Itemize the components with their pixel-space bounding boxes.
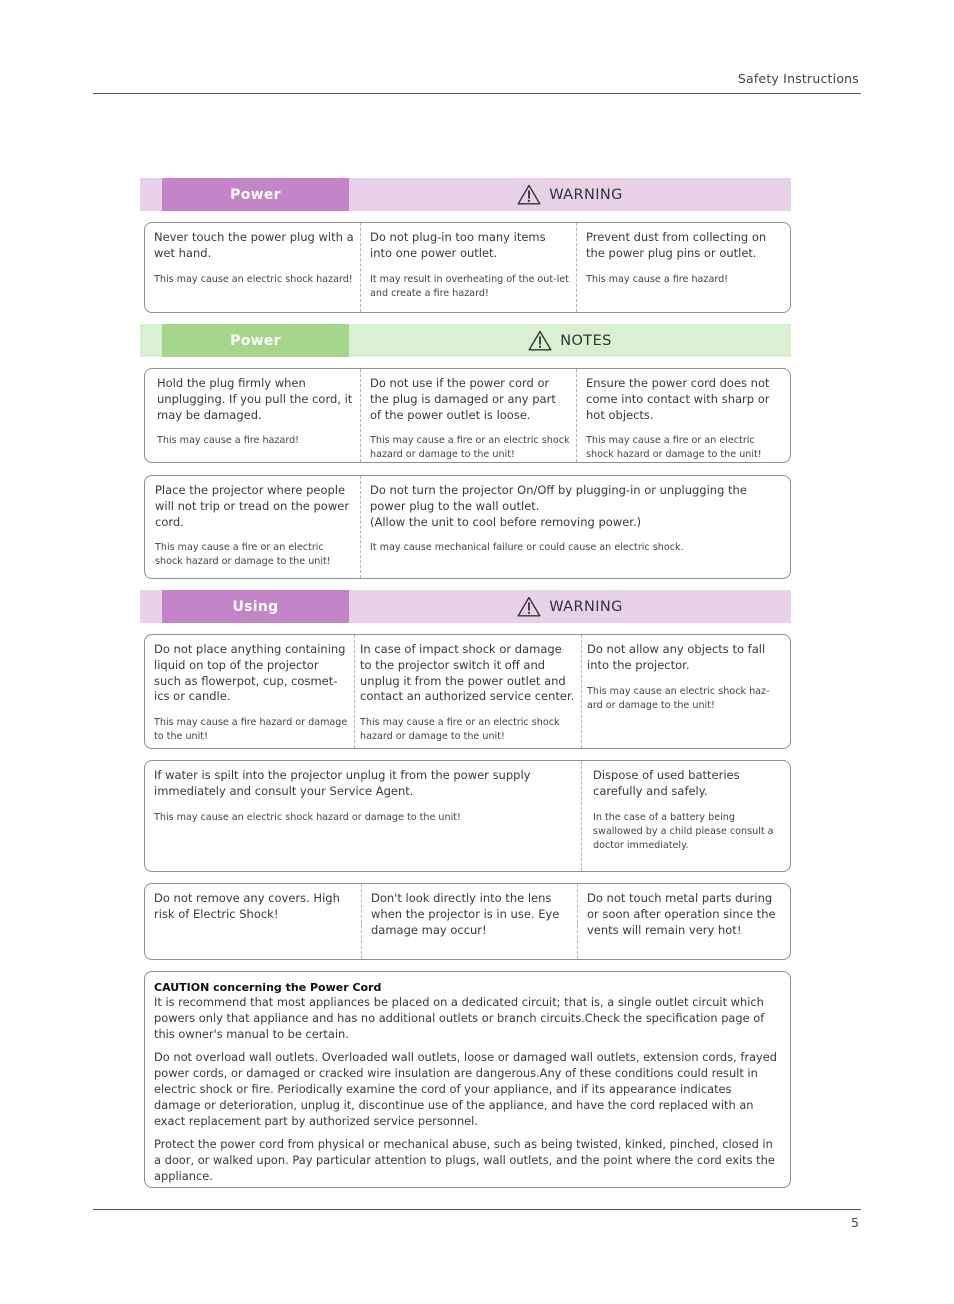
warning-consequence: This may cause an electric shock hazard!: [154, 273, 353, 285]
section-heading-label: WARNING: [549, 186, 623, 203]
section-heading-warning: [349, 178, 791, 211]
note-text-secondary: (Allow the unit to cool before removing power.): [370, 514, 642, 529]
section-band-using-warning: [140, 590, 791, 623]
note-text: Hold the plug firmly when unplugging. If you pull the cord, it may be damaged.: [157, 376, 353, 422]
note-item: [360, 369, 576, 462]
warning-text: Do not allow any objects to fall into the projector.: [587, 642, 766, 672]
warning-text: Never touch the power plug with a wet hand.: [154, 230, 354, 260]
note-consequence: This may cause a fire or an electric shock hazard or damage to the unit!: [370, 435, 570, 461]
warning-consequence: This may cause a fire or an electric shock hazard or damage to the unit!: [360, 717, 560, 743]
warning-triangle-icon: [517, 184, 541, 205]
section-tab-power: Power: [162, 324, 349, 357]
page-number: 5: [851, 1215, 859, 1230]
note-text: Ensure the power cord does not come into contact with sharp or hot objects.: [586, 376, 770, 422]
warning-item: [145, 761, 581, 871]
note-text: Do not use if the power cord or the plug is damaged or any part of the power outlet is loose.: [370, 376, 556, 422]
warning-text: Dispose of used batteries carefully and safely.: [593, 768, 740, 798]
using-warning-box-3: [144, 883, 791, 960]
caution-power-cord-box: [144, 971, 791, 1188]
warning-text: Do not touch metal parts during or soon after operation since the vents will remain very hot!: [587, 891, 776, 937]
note-consequence: It may cause mechanical failure or could cause an electric shock.: [370, 542, 684, 554]
power-notes-box-1: [144, 368, 791, 463]
warning-consequence: In the case of a battery being swallowed by a child please consult a doctor immediately.: [593, 811, 774, 851]
caution-paragraph: Do not overload wall outlets. Overloaded wall outlets, loose or damaged wall outlets, extension cords, frayed power cords, or damaged or cracked wire insulation are dangerous.Any of these conditions could result in electric shock or fire. Periodically examine the cord of your appliance, and if its appearance indicates damage or deterioration, unplug it, discontinue use of the appliance, and have the cord replaced with an exact replacement part by authorized service personnel.: [154, 1050, 777, 1128]
warning-text: Don't look directly into the lens when the projector is in use. Eye damage may occur!: [371, 891, 560, 937]
section-band-power-warning: [140, 178, 791, 211]
warning-item: [360, 223, 576, 312]
warning-text: Do not plug-in too many items into one power outlet.: [370, 230, 546, 260]
section-heading-label: NOTES: [560, 332, 612, 349]
section-heading-notes: [349, 324, 791, 357]
section-heading-label: WARNING: [549, 598, 623, 615]
warning-item: [145, 635, 354, 748]
caution-paragraph: It is recommend that most appliances be placed on a dedicated circuit; that is, a single outlet circuit which powers only that appliance and has no additional outlets or branch circuits.Check the specification page of this owner's manual to be certain.: [154, 995, 765, 1041]
warning-triangle-icon: [517, 596, 541, 617]
using-warning-box-1: [144, 634, 791, 749]
caution-paragraph: Protect the power cord from physical or mechanical abuse, such as being twisted, kinked, pinched, closed in a door, or walked upon. Pay particular attention to plugs, wall outlets, and the point where the cord exits the appliance.: [154, 1137, 775, 1183]
note-item: [145, 476, 360, 578]
warning-text: Prevent dust from collecting on the power plug pins or outlet.: [586, 230, 767, 260]
page-footer: [93, 1209, 861, 1230]
warning-triangle-icon: [528, 330, 552, 351]
section-tab-using: Using: [162, 590, 349, 623]
section-tab-power: Power: [162, 178, 349, 211]
warning-item: [577, 884, 790, 959]
note-text: Place the projector where people will not trip or tread on the power cord.: [155, 483, 350, 529]
warning-item: [361, 884, 577, 959]
warning-item: [354, 635, 581, 748]
warning-consequence: This may cause a fire hazard!: [586, 273, 729, 285]
warning-text: If water is spilt into the projector unplug it from the power supply immediately and consult your Service Agent.: [154, 768, 531, 798]
power-warning-box: [144, 222, 791, 313]
power-notes-box-2: [144, 475, 791, 579]
note-item: [360, 476, 790, 578]
warning-text: In case of impact shock or damage to the projector switch it off and unplug it from the power outlet and contact an authorized service center.: [360, 642, 575, 704]
warning-item: [145, 884, 361, 959]
warning-consequence: This may cause an electric shock haz-ard or damage to the unit!: [587, 685, 770, 711]
warning-text: Do not place anything containing liquid on top of the projector such as flowerpot, cup, cosmet-ics or candle.: [154, 642, 346, 704]
warning-item: [576, 223, 790, 312]
warning-text: Do not remove any covers. High risk of Electric Shock!: [154, 891, 340, 921]
warning-item: [145, 223, 360, 312]
page-title: Safety Instructions: [737, 71, 859, 86]
using-warning-box-2: [144, 760, 791, 872]
note-consequence: This may cause a fire or an electric shock hazard or damage to the unit!: [155, 542, 331, 568]
note-consequence: This may cause a fire or an electric shock hazard or damage to the unit!: [586, 435, 762, 461]
warning-item: [581, 635, 790, 748]
caution-title: CAUTION concerning the Power Cord: [154, 981, 382, 994]
warning-consequence: It may result in overheating of the out-let and create a fire hazard!: [370, 273, 569, 299]
note-item: [145, 369, 360, 462]
note-text: Do not turn the projector On/Off by plugging-in or unplugging the power plug to the wall outlet.: [370, 483, 747, 513]
warning-consequence: This may cause a fire hazard or damage to the unit!: [154, 717, 348, 743]
note-item: [576, 369, 790, 462]
warning-consequence: This may cause an electric shock hazard or damage to the unit!: [154, 811, 461, 823]
note-consequence: This may cause a fire hazard!: [157, 435, 300, 447]
warning-item: [581, 761, 790, 871]
section-heading-warning: [349, 590, 791, 623]
section-band-power-notes: [140, 324, 791, 357]
page-header: [93, 70, 861, 94]
